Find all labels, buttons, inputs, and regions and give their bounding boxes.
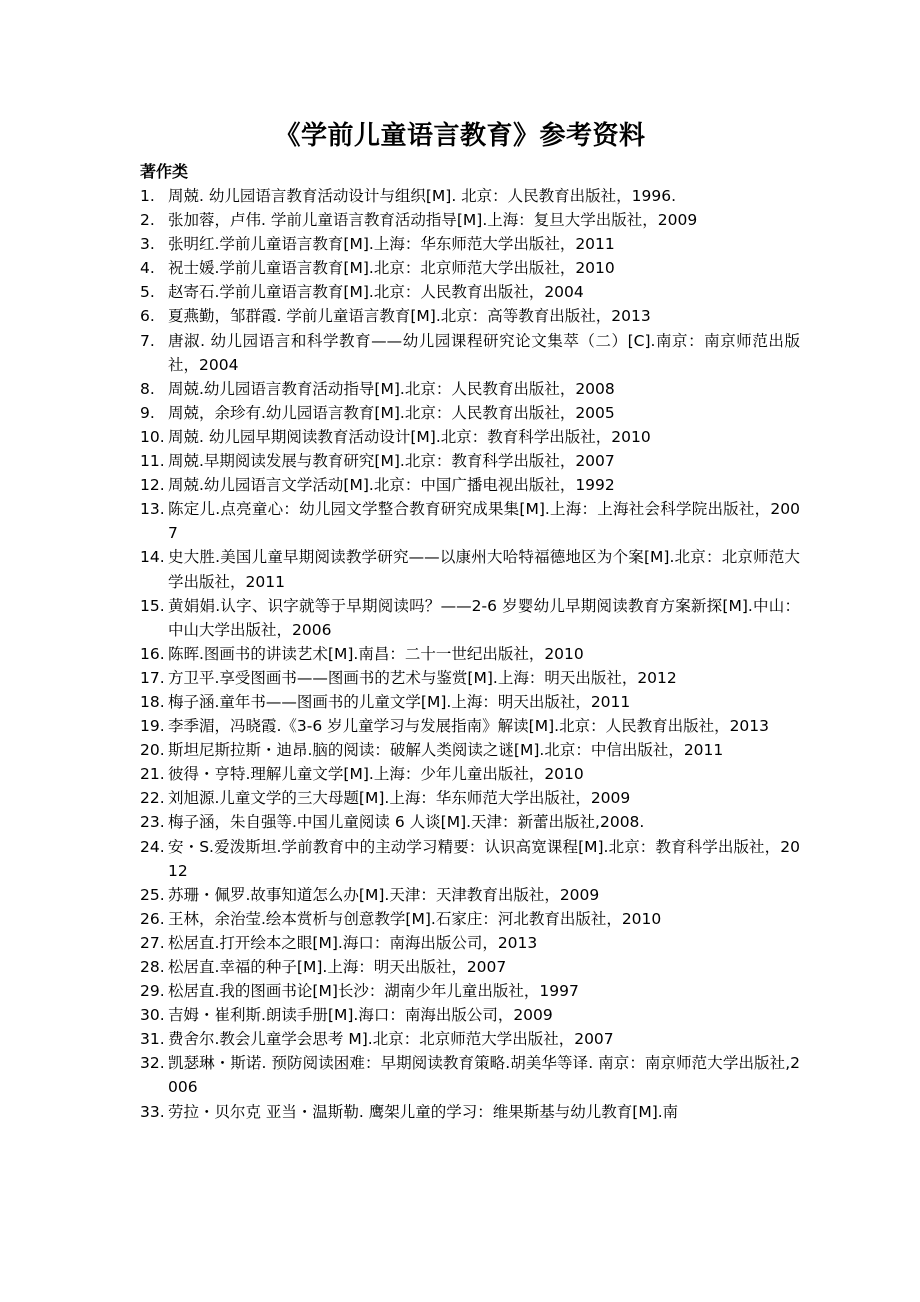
reference-text: 松居直.幸福的种子[M].上海：明天出版社，2007 xyxy=(168,958,507,976)
reference-text: 周兢.幼儿园语言文学活动[M].北京：中国广播电视出版社，1992 xyxy=(168,476,615,495)
reference-item xyxy=(140,594,800,642)
reference-list xyxy=(140,184,800,1124)
reference-number: 16. xyxy=(140,644,165,663)
reference-item xyxy=(140,907,800,931)
reference-number: 12. xyxy=(140,476,165,495)
reference-text: 周兢. 幼儿园语言教育活动设计与组织[M]. 北京：人民教育出版社，1996. xyxy=(168,187,677,205)
reference-item xyxy=(140,690,800,714)
reference-item xyxy=(140,232,800,256)
reference-text: 彼得・亨特.理解儿童文学[M].上海：少年儿童出版社，2010 xyxy=(168,765,584,784)
reference-text: 安・S.爱泼斯坦.学前教育中的主动学习精要：认识高宽课程[M].北京：教育科学出版社，2012 xyxy=(168,837,800,880)
reference-text: 史大胜.美国儿童早期阅读教学研究——以康州大哈特福德地区为个案[M].北京：北京师范大学出版社，2011 xyxy=(168,548,800,591)
reference-item xyxy=(140,449,800,473)
reference-number: 14. xyxy=(140,548,165,567)
reference-item xyxy=(140,810,800,834)
reference-item xyxy=(140,786,800,810)
reference-item xyxy=(140,425,800,449)
reference-number: 25. xyxy=(140,885,165,904)
reference-item xyxy=(140,762,800,786)
reference-number: 23. xyxy=(140,813,165,832)
reference-number: 27. xyxy=(140,933,165,952)
reference-text: 吉姆・崔利斯.朗读手册[M].海口：南海出版公司，2009 xyxy=(168,1006,553,1025)
reference-item xyxy=(140,329,800,377)
reference-number: 31. xyxy=(140,1030,165,1049)
reference-number: 6. xyxy=(140,307,155,326)
reference-item xyxy=(140,666,800,690)
reference-number: 7. xyxy=(140,331,155,350)
reference-item xyxy=(140,545,800,593)
reference-number: 18. xyxy=(140,692,165,711)
reference-number: 32. xyxy=(140,1054,165,1073)
reference-number: 13. xyxy=(140,500,165,519)
reference-text: 周兢.幼儿园语言教育活动指导[M].北京：人民教育出版社，2008 xyxy=(168,379,615,398)
reference-number: 1. xyxy=(140,187,155,205)
reference-item xyxy=(140,835,800,883)
reference-text: 祝士媛.学前儿童语言教育[M].北京：北京师范大学出版社，2010 xyxy=(168,259,615,278)
reference-item xyxy=(140,208,800,232)
reference-number: 33. xyxy=(140,1102,165,1121)
reference-number: 9. xyxy=(140,403,155,422)
reference-number: 24. xyxy=(140,837,165,856)
reference-item xyxy=(140,280,800,304)
reference-item xyxy=(140,1100,800,1124)
reference-item xyxy=(140,1003,800,1027)
reference-number: 5. xyxy=(140,283,155,302)
reference-text: 刘旭源.儿童文学的三大母题[M].上海：华东师范大学出版社，2009 xyxy=(168,789,631,808)
page-title: 《学前儿童语言教育》参考资料 xyxy=(274,121,646,151)
reference-text: 周兢.早期阅读发展与教育研究[M].北京：教育科学出版社，2007 xyxy=(168,452,615,471)
reference-text: 张明红.学前儿童语言教育[M].上海：华东师范大学出版社，2011 xyxy=(168,235,615,254)
reference-item xyxy=(140,1051,800,1099)
reference-text: 黄娟娟.认字、识字就等于早期阅读吗？——2-6 岁婴幼儿早期阅读教育方案新探[M].中山：中山大学出版社，2006 xyxy=(168,596,800,639)
reference-text: 周兢. 幼儿园早期阅读教育活动设计[M].北京：教育科学出版社，2010 xyxy=(168,427,651,446)
reference-number: 8. xyxy=(140,379,155,398)
reference-number: 19. xyxy=(140,717,165,736)
reference-text: 张加蓉，卢伟. 学前儿童语言教育活动指导[M].上海：复旦大学出版社，2009 xyxy=(168,211,698,230)
reference-item xyxy=(140,401,800,425)
reference-text: 斯坦尼斯拉斯・迪昂.脑的阅读：破解人类阅读之谜[M].北京：中信出版社，2011 xyxy=(168,741,724,760)
reference-item xyxy=(140,714,800,738)
reference-number: 4. xyxy=(140,259,155,278)
reference-number: 28. xyxy=(140,958,165,976)
reference-item xyxy=(140,497,800,545)
reference-text: 夏燕勤，邹群霞. 学前儿童语言教育[M].北京：高等教育出版社，2013 xyxy=(168,307,651,326)
reference-number: 2. xyxy=(140,211,155,230)
reference-number: 20. xyxy=(140,741,165,760)
reference-text: 凯瑟琳・斯诺. 预防阅读困难：早期阅读教育策略.胡美华等译. 南京：南京师范大学出版社,2006 xyxy=(168,1054,800,1097)
reference-text: 松居直.我的图画书论[M]长沙：湖南少年儿童出版社，1997 xyxy=(168,982,579,1001)
reference-text: 陈晖.图画书的讲读艺术[M].南昌：二十一世纪出版社，2010 xyxy=(168,644,584,663)
reference-text: 梅子涵，朱自强等.中国儿童阅读 6 人谈[M].天津：新蕾出版社,2008. xyxy=(168,813,645,832)
reference-text: 费舍尔.教会儿童学会思考 M].北京：北京师范大学出版社，2007 xyxy=(168,1030,614,1049)
reference-text: 李季湄，冯晓霞.《3-6 岁儿童学习与发展指南》解读[M].北京：人民教育出版社，2013 xyxy=(168,717,770,736)
reference-item xyxy=(140,473,800,497)
reference-item xyxy=(140,738,800,762)
reference-text: 唐淑. 幼儿园语言和科学教育——幼儿园课程研究论文集萃（二）[C].南京：南京师范出版社，2004 xyxy=(168,331,800,374)
reference-item xyxy=(140,955,800,979)
reference-number: 26. xyxy=(140,909,165,928)
reference-text: 王林，余治莹.绘本赏析与创意教学[M].石家庄：河北教育出版社，2010 xyxy=(168,909,662,928)
reference-number: 17. xyxy=(140,668,165,687)
reference-number: 22. xyxy=(140,789,165,808)
reference-item xyxy=(140,256,800,280)
reference-text: 苏珊・佩罗.故事知道怎么办[M].天津：天津教育出版社，2009 xyxy=(168,885,600,904)
reference-text: 方卫平.享受图画书——图画书的艺术与鉴赏[M].上海：明天出版社，2012 xyxy=(168,668,677,687)
reference-number: 21. xyxy=(140,765,165,784)
reference-item xyxy=(140,1027,800,1051)
reference-item xyxy=(140,883,800,907)
reference-number: 29. xyxy=(140,982,165,1001)
reference-number: 15. xyxy=(140,596,165,615)
reference-number: 3. xyxy=(140,235,155,254)
reference-number: 30. xyxy=(140,1006,165,1025)
reference-text: 梅子涵.童年书——图画书的儿童文学[M].上海：明天出版社，2011 xyxy=(168,692,631,711)
reference-item xyxy=(140,931,800,955)
reference-item xyxy=(140,184,800,208)
reference-text: 松居直.打开绘本之眼[M].海口：南海出版公司，2013 xyxy=(168,933,538,952)
reference-item xyxy=(140,304,800,328)
reference-item xyxy=(140,979,800,1003)
reference-number: 10. xyxy=(140,427,165,446)
reference-text: 周兢，余珍有.幼儿园语言教育[M].北京：人民教育出版社，2005 xyxy=(168,403,615,422)
reference-item xyxy=(140,377,800,401)
reference-text: 赵寄石.学前儿童语言教育[M].北京：人民教育出版社，2004 xyxy=(168,283,584,302)
reference-text: 劳拉・贝尔克 亚当・温斯勒. 鹰架儿童的学习：维果斯基与幼儿教育[M].南 xyxy=(168,1102,679,1121)
section-heading: 著作类 xyxy=(140,162,189,181)
reference-number: 11. xyxy=(140,452,165,471)
reference-item xyxy=(140,642,800,666)
reference-text: 陈定儿.点亮童心：幼儿园文学整合教育研究成果集[M].上海：上海社会科学院出版社，2007 xyxy=(168,500,800,543)
